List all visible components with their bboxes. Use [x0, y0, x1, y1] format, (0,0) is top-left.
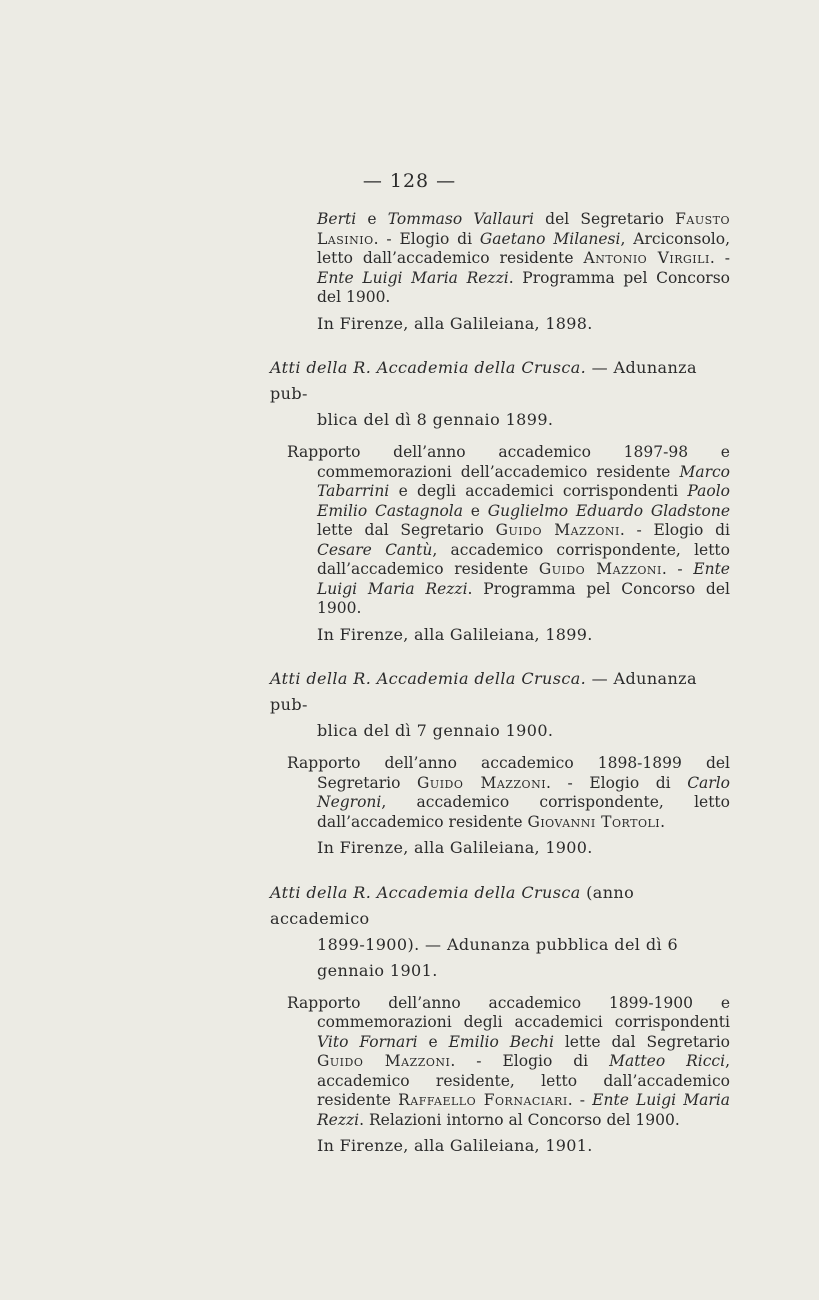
name-smallcaps: Giovanni Tortoli — [527, 812, 661, 831]
bibliography-entry — [270, 666, 730, 858]
page-number: — 128 — — [362, 170, 457, 192]
name-italic: Paolo Emilio Castagnola — [317, 482, 730, 520]
name-italic: Emilio Bechi — [448, 1032, 554, 1051]
name-smallcaps: Guido Mazzoni — [538, 560, 662, 578]
entry-title: Atti della R. Accademia della Crusca. — [270, 358, 587, 377]
imprint-line: In Firenze, alla Galileiana, 1901. — [317, 1136, 593, 1155]
intro-paragraph: Berti e Tommaso Vallauri del Segretario Fausto Lasinio. - Elogio di Gaetano Milanesi, Arciconsolo, letto dall’accademico residente Antonio Virgili. - Ente Luigi Maria Rezzi. Programma pel Concorso del 1900. — [317, 210, 730, 306]
name-italic: Tommaso Vallauri — [387, 210, 534, 228]
name-italic: Berti — [317, 210, 357, 228]
name-italic: Cesare Cantù — [317, 540, 433, 559]
name-italic: Marco Tabarrini — [317, 462, 730, 500]
name-italic: Guglielmo Eduardo Gladstone — [487, 501, 730, 520]
name-italic: Ente Luigi Maria Rezzi — [317, 268, 509, 287]
imprint-line: In Firenze, alla Galileiana, 1899. — [317, 624, 593, 644]
imprint-line: In Firenze, alla Galileiana, 1898. — [317, 313, 593, 333]
entry-report: Rapporto dell’anno accademico 1899-1900 e commemorazioni degli accademici corrispondenti Vito Fornari e Emilio Bechi lette dal Segretario Guido Mazzoni. - Elogio di Matteo Ricci, accademico residente, letto dall’accademico residente Raffaello Fornaciari. - Ente Luigi Maria Rezzi. Relazioni intorno al Concorso del 1900. — [287, 993, 730, 1129]
entry-title: Atti della R. Accademia della Crusca. — [270, 669, 587, 688]
name-italic: Gaetano Milanesi — [479, 229, 621, 248]
name-smallcaps: Antonio Virgili — [583, 249, 710, 267]
name-italic: Ente Luigi Maria Rezzi — [317, 560, 730, 598]
bibliography-entry — [270, 355, 730, 644]
name-italic: Ente Luigi Maria Rezzi — [317, 1091, 730, 1129]
imprint-line: In Firenze, alla Galileiana, 1900. — [317, 838, 593, 857]
entry-report: Rapporto dell’anno accademico 1898-1899 del Segretario Guido Mazzoni. - Elogio di Carlo Negroni, accademico corrispondente, letto dall’accademico residente Giovanni Tortoli. — [287, 754, 730, 831]
name-smallcaps: Guido Mazzoni — [495, 521, 620, 539]
name-italic: Vito Fornari — [317, 1032, 418, 1051]
name-italic: Matteo Ricci — [609, 1052, 726, 1070]
entry-heading: Atti della R. Accademia della Crusca. — Adunanza pub- blica del dì 8 gennaio 1899. — [270, 358, 697, 429]
name-smallcaps: Raffaello Fornaciari — [398, 1091, 568, 1109]
name-italic: Carlo Negroni — [317, 773, 730, 811]
name-smallcaps: Guido Mazzoni — [317, 1052, 451, 1070]
entry-report: Rapporto dell’anno accademico 1897-98 e commemorazioni dell’accademico residente Marco Tabarrini e degli accademici corrispondenti Paolo Emilio Castagnola e Guglielmo Eduardo Gladstone lette dal Segretario Guido Mazzoni. - Elogio di Cesare Cantù, accademico corrispondente, letto dall’accademico residente Guido Mazzoni. - Ente Luigi Maria Rezzi. Programma pel Concorso del 1900. — [287, 443, 730, 617]
entry-title: Atti della R. Accademia della Crusca — [270, 882, 581, 902]
entry-heading: Atti della R. Accademia della Crusca (anno accademico 1899-1900). — Adunanza pubblica del dì 6 gennaio 1901. — [270, 882, 679, 980]
name-smallcaps: Guido Mazzoni — [417, 773, 547, 792]
entry-heading: Atti della R. Accademia della Crusca. — Adunanza pub- blica del dì 7 gennaio 1900. — [270, 669, 697, 740]
name-smallcaps: Fausto Lasinio — [317, 210, 730, 248]
bibliography-entry — [270, 880, 730, 1156]
page-content — [270, 210, 730, 1156]
